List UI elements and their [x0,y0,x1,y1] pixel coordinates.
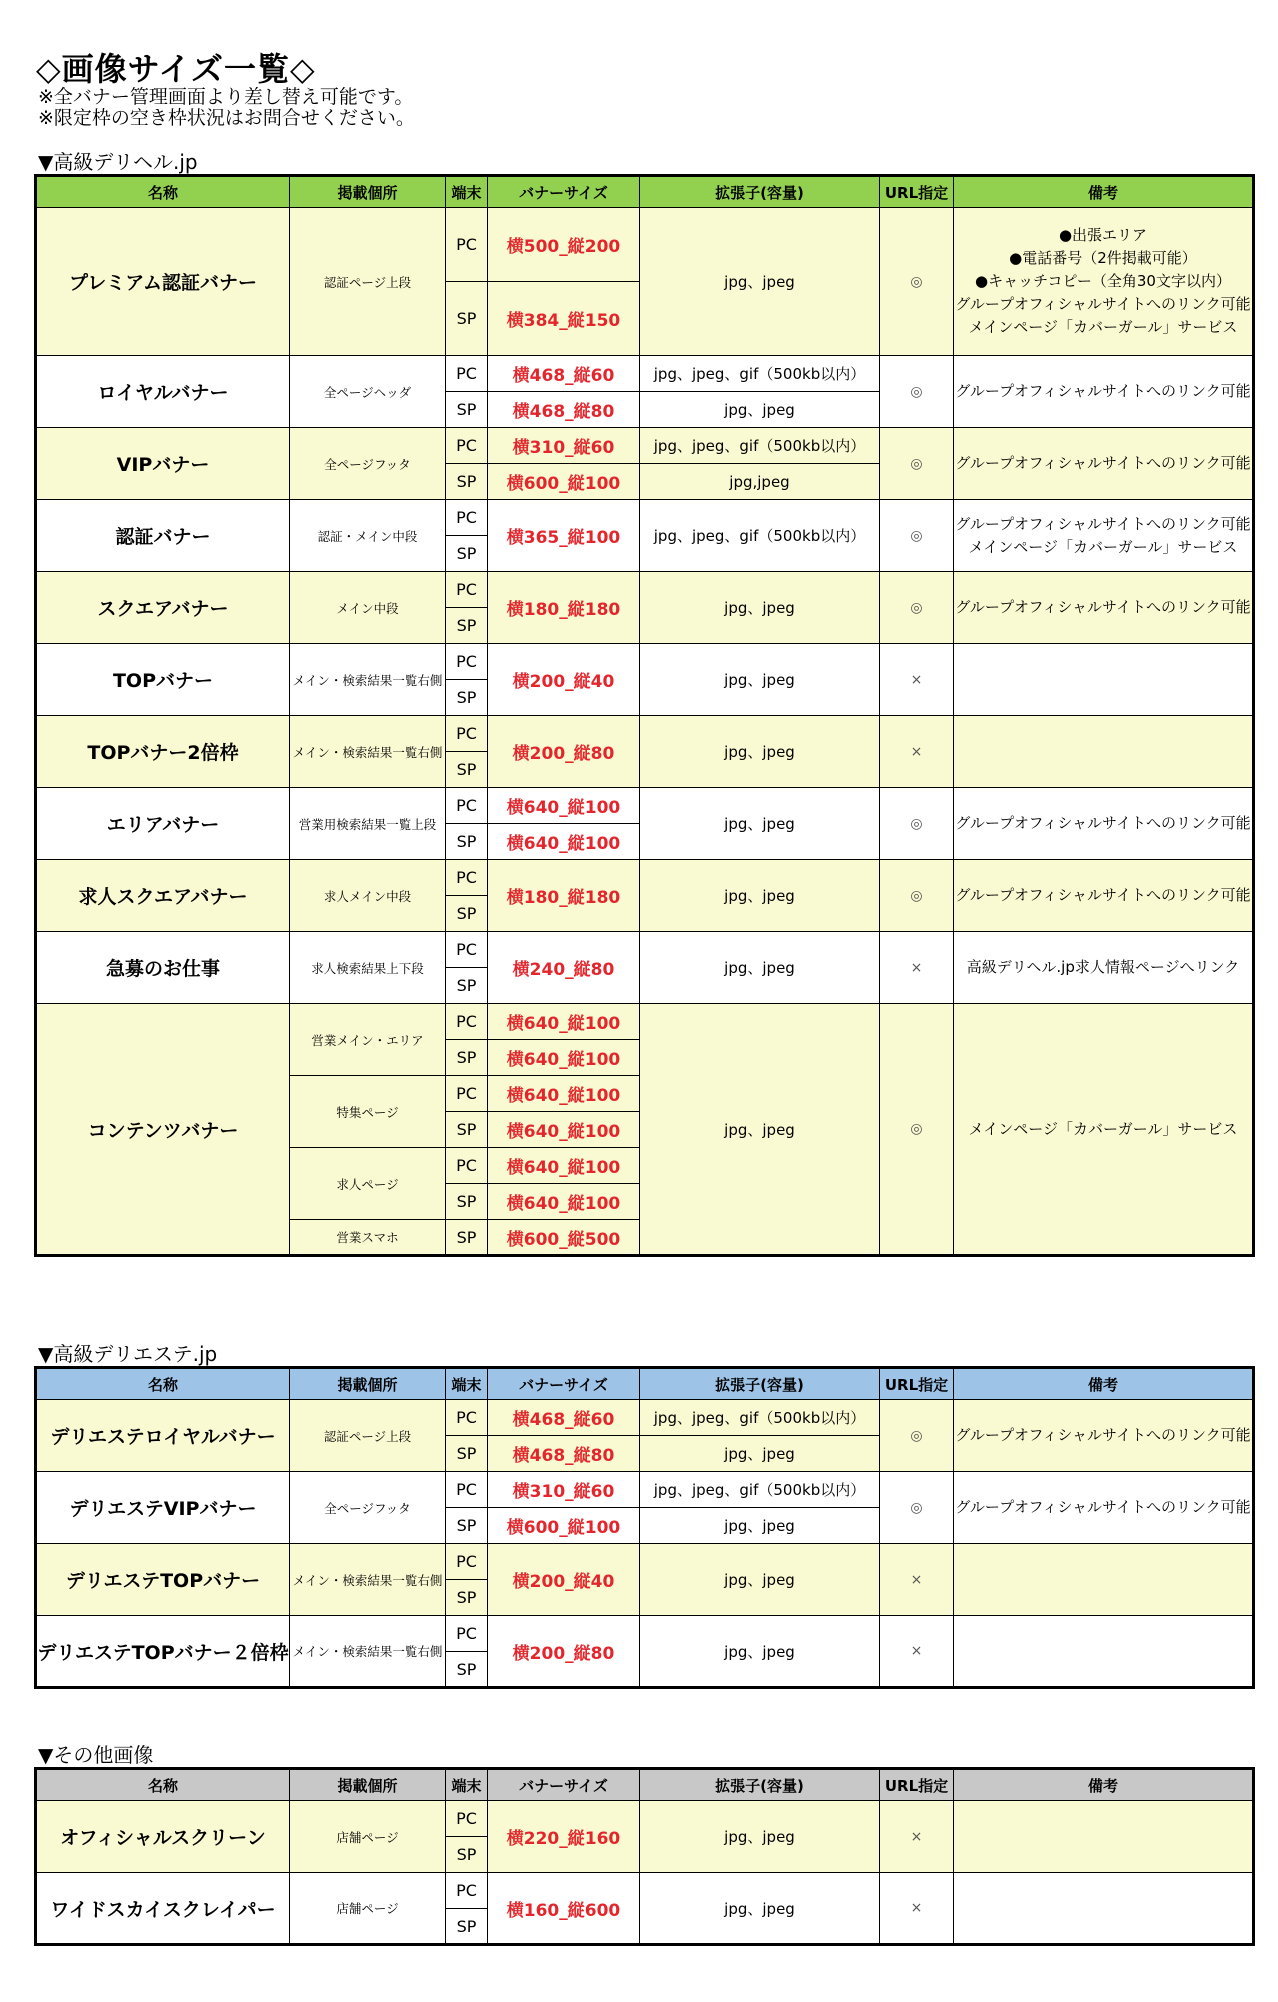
file-format: jpg、jpeg [640,1616,880,1688]
remark-line: 高級デリヘル.jp求人情報ページへリンク [966,958,1240,976]
banner-name: プレミアム認証バナー [36,208,290,356]
device-sp: SP [446,608,488,644]
remarks [954,500,1254,572]
url-allowed: × [880,932,954,1004]
placement: 全ページフッタ [290,1472,446,1544]
column-header: バナーサイズ [488,1769,640,1801]
placement: 求人検索結果上下段 [290,932,446,1004]
note-line: ※限定枠の空き枠状況はお問合せください。 [38,107,415,129]
banner-size: 横640_縦100 [488,1148,640,1184]
remark-line: グループオフィシャルサイトへのリンク可能 [955,295,1251,313]
file-format-sp: jpg、jpeg [640,392,880,428]
file-format-sp: jpg、jpeg [640,1436,880,1472]
url-allowed: ◎ [880,500,954,572]
device-pc: PC [446,716,488,752]
device-pc: PC [446,860,488,896]
column-header: URL指定 [880,176,954,208]
device-pc: PC [446,932,488,968]
column-header: 拡張子(容量) [640,1368,880,1400]
file-format: jpg、jpeg [640,1544,880,1616]
device-pc: PC [446,500,488,536]
banner-name: コンテンツバナー [36,1004,290,1256]
banner-size-sp: 横640_縦100 [488,824,640,860]
banner-name: TOPバナー [36,644,290,716]
banner-size: 横220_縦160 [488,1801,640,1873]
remarks [954,428,1254,500]
banner-size-pc: 横468_縦60 [488,356,640,392]
url-allowed: × [880,1616,954,1688]
remark-line: グループオフィシャルサイトへのリンク可能 [955,598,1251,616]
placement: 特集ページ [290,1076,446,1148]
device-pc: PC [446,356,488,392]
remark-line: ●出張エリア [1058,226,1148,244]
banner-size: 横200_縦40 [488,644,640,716]
remarks [954,932,1254,1004]
device-sp: SP [446,1580,488,1616]
device-pc: PC [446,1616,488,1652]
device-sp: SP [446,896,488,932]
banner-name: エリアバナー [36,788,290,860]
device-pc: PC [446,208,488,282]
remark-line: グループオフィシャルサイトへのリンク可能 [955,382,1251,400]
remarks [954,716,1254,788]
banner-size-sp: 横468_縦80 [488,392,640,428]
url-allowed: ◎ [880,1400,954,1472]
url-allowed: ◎ [880,1004,954,1256]
url-allowed: ◎ [880,356,954,428]
file-format: jpg、jpeg [640,1004,880,1256]
banner-size: 横640_縦100 [488,1004,640,1040]
column-header: 拡張子(容量) [640,1769,880,1801]
column-header: 掲載個所 [290,176,446,208]
banner-name: ロイヤルバナー [36,356,290,428]
remark-line: グループオフィシャルサイトへのリンク可能 [955,886,1251,904]
banner-size: 横640_縦100 [488,1112,640,1148]
remark-line: グループオフィシャルサイトへのリンク可能 [955,814,1251,832]
placement: 店舗ページ [290,1801,446,1873]
placement: 全ページヘッダ [290,356,446,428]
section-label: ▼高級デリヘル.jp [38,150,198,174]
remark-line: メインページ「カバーガール」サービス [968,537,1238,556]
banner-size: 横200_縦80 [488,1616,640,1688]
banner-size: 横180_縦180 [488,572,640,644]
remark-line: ●電話番号（2件掲載可能） [1009,249,1197,267]
banner-table-deli [34,174,1255,1257]
device-pc: PC [446,428,488,464]
column-header: 備考 [954,176,1254,208]
file-format: jpg、jpeg、gif（500kb以内） [640,500,880,572]
file-format: jpg、jpeg [640,788,880,860]
file-format-pc: jpg、jpeg、gif（500kb以内） [640,1472,880,1508]
placement: 全ページフッタ [290,428,446,500]
remarks [954,1544,1254,1616]
url-allowed: ◎ [880,208,954,356]
device-sp: SP [446,824,488,860]
device-pc: PC [446,1400,488,1436]
banner-table-esthe [34,1366,1255,1689]
banner-size: 横200_縦40 [488,1544,640,1616]
url-allowed: × [880,716,954,788]
url-allowed: × [880,644,954,716]
device-sp: SP [446,536,488,572]
placement: メイン・検索結果一覧右側 [290,644,446,716]
remark-line: グループオフィシャルサイトへのリンク可能 [955,454,1251,472]
banner-name: TOPバナー2倍枠 [36,716,290,788]
column-header: バナーサイズ [488,1368,640,1400]
banner-name: オフィシャルスクリーン [36,1801,290,1873]
banner-name: 認証バナー [36,500,290,572]
url-allowed: ◎ [880,428,954,500]
url-allowed: × [880,1873,954,1945]
url-allowed: × [880,1801,954,1873]
remarks [954,860,1254,932]
remarks [954,644,1254,716]
banner-size-sp: 横468_縦80 [488,1436,640,1472]
placement: 店舗ページ [290,1873,446,1945]
device-sp: SP [446,392,488,428]
column-header: 名称 [36,1769,290,1801]
column-header: 名称 [36,176,290,208]
banner-size: 横640_縦100 [488,1040,640,1076]
file-format: jpg、jpeg [640,1801,880,1873]
banner-size: 横180_縦180 [488,860,640,932]
file-format: jpg、jpeg [640,572,880,644]
file-format: jpg、jpeg [640,208,880,356]
file-format-pc: jpg、jpeg、gif（500kb以内） [640,356,880,392]
device-sp: SP [446,752,488,788]
device-sp: SP [446,968,488,1004]
banner-name: ワイドスカイスクレイパー [36,1873,290,1945]
remarks [954,1801,1254,1873]
banner-size-sp: 横600_縦100 [488,464,640,500]
url-allowed: ◎ [880,860,954,932]
remark-line: メインページ「カバーガール」サービス [968,318,1238,336]
column-header: 名称 [36,1368,290,1400]
banner-table-other [34,1767,1255,1946]
banner-size: 横640_縦100 [488,1076,640,1112]
device: PC [446,1004,488,1040]
note-line: ※全バナー管理画面より差し替え可能です。 [38,86,414,108]
remark-line: グループオフィシャルサイトへのリンク可能 [955,514,1251,533]
banner-name: スクエアバナー [36,572,290,644]
banner-name: 求人スクエアバナー [36,860,290,932]
banner-size-pc: 横500_縦200 [488,208,640,282]
banner-size-pc: 横640_縦100 [488,788,640,824]
banner-size: 横640_縦100 [488,1184,640,1220]
remarks [954,1472,1254,1544]
banner-name: デリエステVIPバナー [36,1472,290,1544]
placement: 求人ページ [290,1148,446,1220]
remark-line: ●キャッチコピー（全角30文字以内） [975,272,1231,290]
placement: 営業メイン・エリア [290,1004,446,1076]
placement: 認証ページ上段 [290,208,446,356]
remarks [954,788,1254,860]
banner-size-sp: 横600_縦100 [488,1508,640,1544]
placement: メイン・検索結果一覧右側 [290,1616,446,1688]
banner-size-pc: 横310_縦60 [488,428,640,464]
remarks [954,1616,1254,1688]
file-format-sp: jpg,jpeg [640,464,880,500]
remark-line: グループオフィシャルサイトへのリンク可能 [955,1426,1251,1444]
banner-size-pc: 横310_縦60 [488,1472,640,1508]
placement: 認証ページ上段 [290,1400,446,1472]
url-allowed: ◎ [880,1472,954,1544]
remarks [954,1400,1254,1472]
url-allowed: × [880,1544,954,1616]
column-header: 掲載個所 [290,1368,446,1400]
device-sp: SP [446,1436,488,1472]
device: PC [446,1148,488,1184]
column-header: URL指定 [880,1769,954,1801]
banner-size: 横240_縦80 [488,932,640,1004]
url-allowed: ◎ [880,572,954,644]
device-pc: PC [446,788,488,824]
remarks: メインページ「カバーガール」サービス [954,1004,1254,1256]
file-format: jpg、jpeg [640,932,880,1004]
placement: メイン中段 [290,572,446,644]
section-label: ▼その他画像 [38,1743,154,1767]
column-header: バナーサイズ [488,176,640,208]
placement: メイン・検索結果一覧右側 [290,1544,446,1616]
device: PC [446,1076,488,1112]
banner-size: 横200_縦80 [488,716,640,788]
file-format: jpg、jpeg [640,1873,880,1945]
device: SP [446,1184,488,1220]
column-header: 拡張子(容量) [640,176,880,208]
banner-name: VIPバナー [36,428,290,500]
file-format-pc: jpg、jpeg、gif（500kb以内） [640,1400,880,1436]
section-label: ▼高級デリエステ.jp [38,1342,218,1366]
url-allowed: ◎ [880,788,954,860]
column-header: 端末 [446,1368,488,1400]
banner-size-pc: 横468_縦60 [488,1400,640,1436]
banner-size-sp: 横384_縦150 [488,282,640,356]
file-format: jpg、jpeg [640,860,880,932]
device-sp: SP [446,680,488,716]
placement: 営業スマホ [290,1220,446,1256]
column-header: 端末 [446,1769,488,1801]
file-format-pc: jpg、jpeg、gif（500kb以内） [640,428,880,464]
banner-name: デリエステロイヤルバナー [36,1400,290,1472]
remark-line: グループオフィシャルサイトへのリンク可能 [955,1498,1251,1516]
file-format-sp: jpg、jpeg [640,1508,880,1544]
remarks [954,1873,1254,1945]
device: SP [446,1220,488,1256]
device-pc: PC [446,1801,488,1837]
device: SP [446,1040,488,1076]
device-sp: SP [446,464,488,500]
column-header: 掲載個所 [290,1769,446,1801]
banner-name: 急募のお仕事 [36,932,290,1004]
device-sp: SP [446,1508,488,1544]
file-format: jpg、jpeg [640,644,880,716]
column-header: 備考 [954,1368,1254,1400]
placement: 営業用検索結果一覧上段 [290,788,446,860]
banner-size: 横600_縦500 [488,1220,640,1256]
device-sp: SP [446,1837,488,1873]
device: SP [446,1112,488,1148]
placement: 認証・メイン中段 [290,500,446,572]
device-pc: PC [446,572,488,608]
page-title: ◇画像サイズ一覧◇ [36,50,316,88]
column-header: URL指定 [880,1368,954,1400]
placement: メイン・検索結果一覧右側 [290,716,446,788]
device-pc: PC [446,1873,488,1909]
column-header: 備考 [954,1769,1254,1801]
device-sp: SP [446,1909,488,1945]
banner-size: 横365_縦100 [488,500,640,572]
banner-name: デリエステTOPバナー [36,1544,290,1616]
banner-name: デリエステTOPバナー２倍枠 [36,1616,290,1688]
device-sp: SP [446,282,488,356]
device-pc: PC [446,1544,488,1580]
file-format: jpg、jpeg [640,716,880,788]
banner-size: 横160_縦600 [488,1873,640,1945]
remarks [954,356,1254,428]
remarks [954,208,1254,356]
device-pc: PC [446,644,488,680]
remarks [954,572,1254,644]
placement: 求人メイン中段 [290,860,446,932]
device-sp: SP [446,1652,488,1688]
column-header: 端末 [446,176,488,208]
device-pc: PC [446,1472,488,1508]
